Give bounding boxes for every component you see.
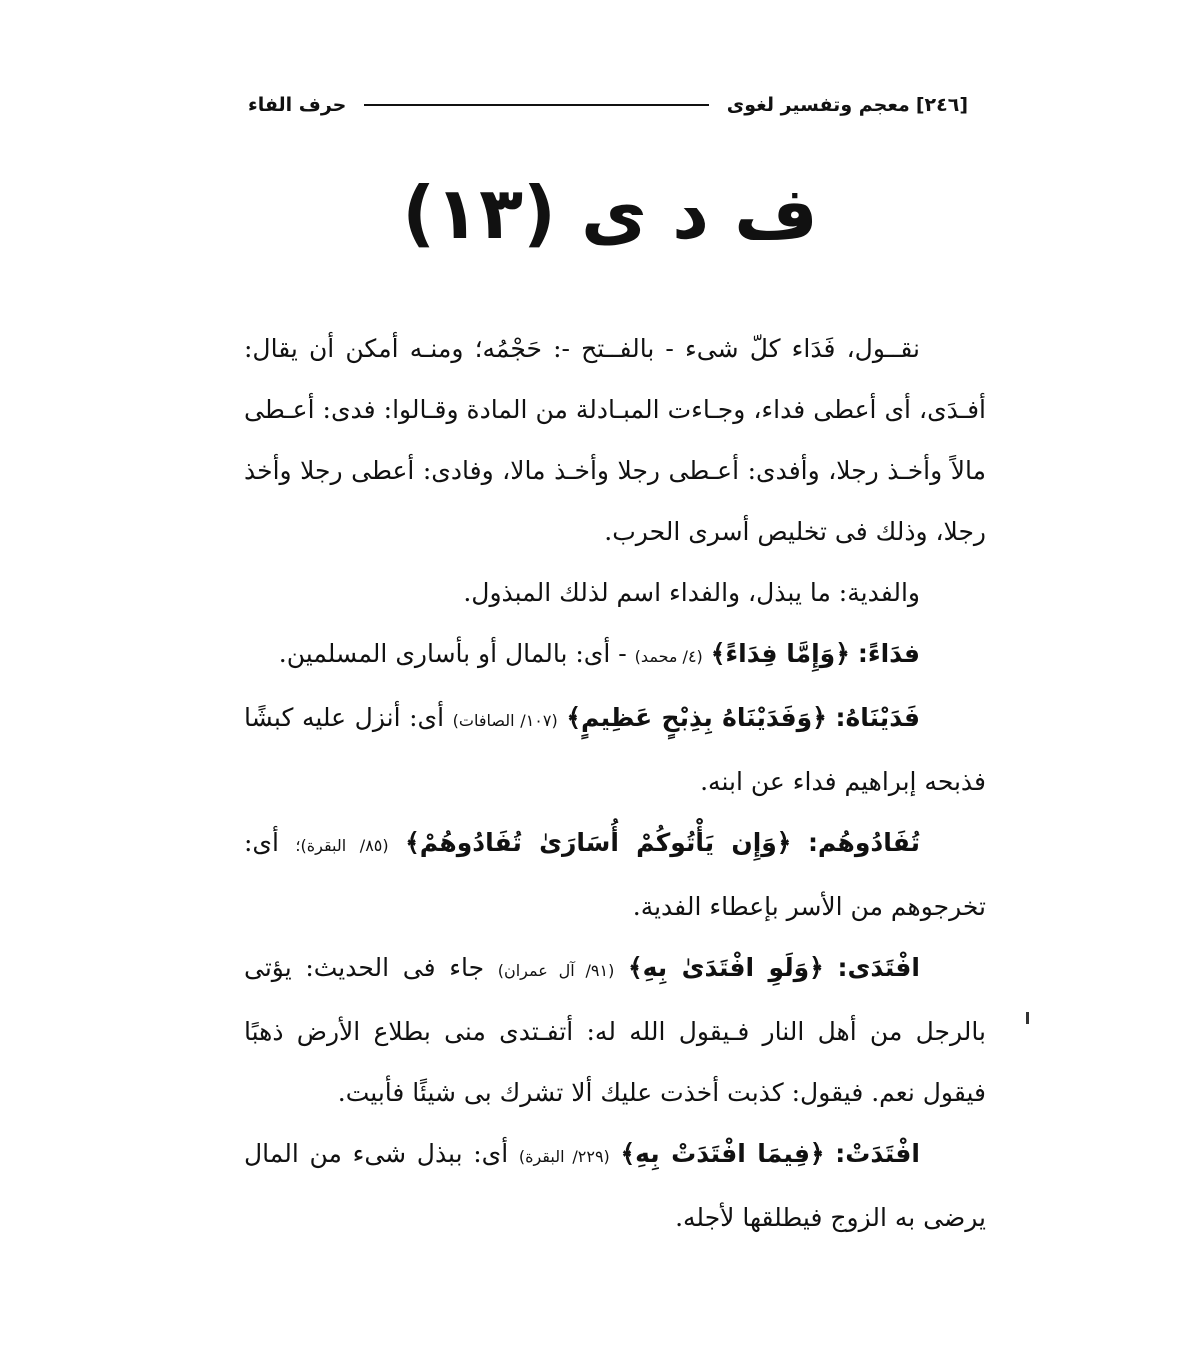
entry-headword: افْتَدَى:: [837, 953, 920, 982]
quran-quote: ﴿وَفَدَيْنَاهُ بِذِبْحٍ عَظِيمٍ﴾: [566, 703, 827, 732]
entry-headword: فَدَيْنَاهُ:: [835, 703, 920, 732]
paragraph-text: - أى: بالمال أو بأسارى المسلمين.: [278, 639, 627, 668]
entry-headword: فدَاءً:: [857, 639, 920, 668]
verse-reference: (٤/ محمد): [634, 647, 703, 666]
paragraph-text: جاء فى الحديث: يؤتى بالرجل من أهل النار فـيقول الله له: أتفـتدى منى بطلاع الأرض ذهبًا فيقول نعم. فيقول: كذبت أخذت عليك ألا تشرك بى شيئًا فأبيت.: [244, 953, 986, 1107]
header-rule: [364, 104, 708, 106]
verse-reference: (٨٥/ البقرة)؛: [295, 836, 389, 855]
paragraph: [244, 812, 986, 937]
paragraph-text: أى: تخرجوهم من الأسر بإعطاء الفدية.: [244, 828, 986, 921]
entry-body: [244, 318, 986, 1248]
paragraph-text: أى: أنزل عليه كبشًا فذبحه إبراهيم فداء عن ابنه.: [244, 703, 986, 796]
paragraph-text: نقــول، فَدَاء كلّ شىء - بالفــتح -: حَجْمُه؛ ومنـه أمكن أن يقال: أفـدَى، أى أعطى فداء، وجـاءت المبـادلة من المادة وقـالوا: فدى: أعـطى مالاً وأخـذ رجلا، وأفدى: أعـطى رجلا وأخـذ مالا، وفادى: أعطى رجلا وأخذ رجلا، وذلك فى تخليص أسرى الحرب.: [244, 334, 986, 546]
quran-quote: ﴿فِيمَا افْتَدَتْ بِهِ﴾: [620, 1139, 825, 1168]
paragraph: [244, 687, 986, 812]
entry-title: ف د ى (١٣): [402, 171, 818, 255]
paragraph: [244, 1123, 986, 1248]
chapter-title: حرف الفاء: [248, 94, 347, 116]
verse-reference: (٩١/ آل عمران): [497, 961, 615, 980]
book-title: معجم وتفسير لغوى: [726, 94, 910, 116]
paragraph-text: والفدية: ما يبذل، والفداء اسم لذلك المبذول.: [463, 578, 920, 607]
paragraph: [244, 562, 986, 623]
quran-quote: ﴿وَإِن يَأْتُوكُمْ أُسَارَىٰ تُفَادُوهُمْ﴾: [405, 828, 792, 857]
entry-headword: تُفَادُوهُم:: [807, 828, 921, 857]
paragraph: [244, 318, 986, 562]
verse-reference: (١٠٧/ الصافات): [452, 711, 558, 730]
paragraph-text: أى: ببذل شىء من المال يرضى به الزوج فيطلقها لأجله.: [244, 1139, 986, 1232]
paragraph: [244, 937, 986, 1123]
quran-quote: ﴿وَإِمَّا فِدَاءً﴾: [710, 639, 850, 668]
quran-quote: ﴿وَلَوِ افْتَدَىٰ بِهِ﴾: [628, 953, 824, 982]
scan-speck: [1026, 1012, 1029, 1024]
paragraph: [244, 623, 986, 687]
verse-reference: (٢٢٩/ البقرة): [518, 1147, 610, 1166]
running-header: [248, 88, 968, 122]
entry-headword: افْتَدَتْ:: [835, 1139, 920, 1168]
page-number: [٢٤٦]: [915, 94, 968, 116]
